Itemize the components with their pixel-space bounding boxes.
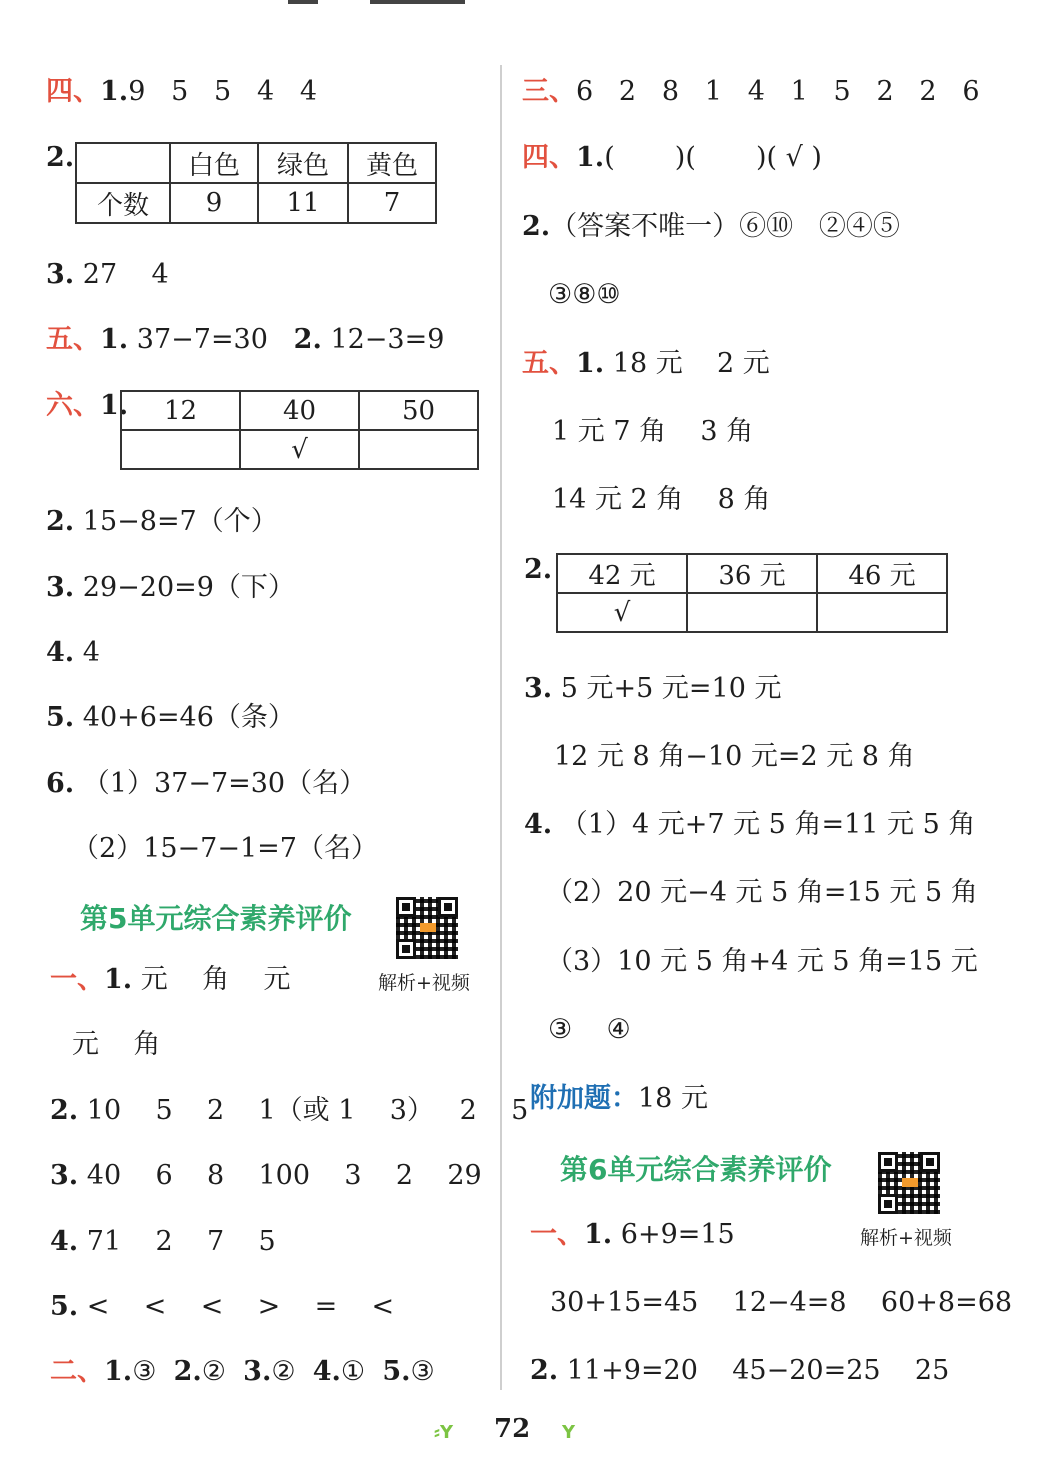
unit5-title: 第5单元综合素养评价: [80, 902, 352, 935]
u6-q2: 2. 11+9=20 45−20=25 25: [530, 1355, 950, 1386]
table-header: 42 元: [557, 554, 687, 593]
u6-q1: 一、1. 6+9=15: [530, 1219, 735, 1250]
left-s6-q3: 3. 29−20=9（下）: [46, 572, 295, 603]
table-cell: 7: [348, 183, 436, 223]
right-s4-q2: 2.（答案不唯一）⑥⑩ ②④⑤: [522, 211, 900, 242]
right-s5-q4d: ③ ④: [548, 1014, 631, 1045]
right-s5-q2-num: 2.: [524, 554, 553, 585]
unit5-qr-caption: 解析+视频: [378, 972, 470, 994]
top-edge-mark: [288, 0, 318, 4]
table-header: 50: [359, 391, 478, 430]
unit6-title: 第6单元综合素养评价: [560, 1153, 832, 1186]
right-extra-question: 附加题：18 元: [530, 1083, 708, 1114]
price-choice-table: [556, 553, 948, 633]
table-cell: 9: [170, 183, 258, 223]
right-s4-q1: 四、1.( )( )( √ ): [522, 142, 822, 173]
u5-q4: 4. 71 2 7 5: [50, 1226, 276, 1257]
left-s6-q5: 5. 40+6=46（条）: [46, 702, 295, 733]
right-s5-q1b: 1 元 7 角 3 角: [552, 416, 754, 447]
check-mark: √: [240, 430, 359, 469]
right-s5-q3: 3. 5 元+5 元=10 元: [524, 673, 782, 704]
u5-q1b: 元 角: [72, 1029, 161, 1060]
table-header: 白色: [170, 143, 258, 183]
table-header: 40: [240, 391, 359, 430]
table-cell: 11: [258, 183, 348, 223]
right-s5-q4: 4. （1）4 元+7 元 5 角=11 元 5 角: [524, 809, 976, 840]
left-s4-q3: 3. 27 4: [46, 259, 169, 290]
right-s5-q1c: 14 元 2 角 8 角: [552, 484, 771, 515]
table-header: 46 元: [817, 554, 947, 593]
right-s4-q2b: ③⑧⑩: [548, 279, 621, 310]
left-s6-q6: 6. （1）37−7=30（名）: [46, 768, 367, 799]
left-s4-q2-num: 2.: [46, 142, 75, 173]
u6-q1b: 30+15=45 12−4=8 60+8=68: [550, 1287, 1013, 1318]
left-s6-q2: 2. 15−8=7（个）: [46, 506, 278, 537]
sprout-right-icon: Y: [562, 1422, 576, 1443]
unit6-qr-caption: 解析+视频: [860, 1227, 952, 1249]
table-mark: [359, 430, 478, 469]
sprout-left-icon: ⸗Y: [434, 1422, 454, 1443]
top-edge-mark: [370, 0, 465, 4]
table-mark: [121, 430, 240, 469]
unit5-qr-code-icon[interactable]: [396, 897, 458, 959]
table-header: 36 元: [687, 554, 817, 593]
right-s5-q3b: 12 元 8 角−10 元=2 元 8 角: [554, 741, 915, 772]
left-s6-q6b: （2）15−7−1=7（名）: [72, 833, 378, 864]
u5-q5: 5. < < < > = <: [50, 1291, 395, 1322]
left-s5: 五、1. 37−7=30 2. 12−3=9: [46, 324, 445, 355]
unit6-qr-code-icon[interactable]: [878, 1152, 940, 1214]
right-s5-q1: 五、1. 18 元 2 元: [522, 348, 770, 379]
column-divider: [500, 65, 502, 1390]
left-s4-q1: 四、1.9 5 5 4 4: [46, 76, 318, 107]
u5-q1: 一、1. 元 角 元: [50, 964, 291, 995]
right-s5-q4c: （3）10 元 5 角+4 元 5 角=15 元: [546, 946, 978, 977]
table-header: 黄色: [348, 143, 436, 183]
color-count-table: [75, 142, 437, 224]
table-header: 绿色: [258, 143, 348, 183]
right-s3: 三、6 2 8 1 4 1 5 2 2 6: [522, 76, 980, 107]
u5-s2: 二、1.③ 2.② 3.② 4.① 5.③: [50, 1356, 435, 1387]
u5-q2: 2. 10 5 2 1（或 1 3） 2 5: [50, 1095, 529, 1126]
left-s6-q1-label: 六、1.: [46, 390, 129, 421]
coin-choice-table: [120, 390, 479, 470]
u5-q3: 3. 40 6 8 100 3 2 29: [50, 1160, 482, 1191]
page-number: 72: [494, 1414, 531, 1444]
right-s5-q4b: （2）20 元−4 元 5 角=15 元 5 角: [546, 877, 978, 908]
left-s6-q4: 4. 4: [46, 637, 100, 668]
table-header: 12: [121, 391, 240, 430]
table-mark: [687, 593, 817, 632]
check-mark: √: [557, 593, 687, 632]
table-header-empty: [76, 143, 170, 183]
table-mark: [817, 593, 947, 632]
table-row-label: 个数: [76, 183, 170, 223]
